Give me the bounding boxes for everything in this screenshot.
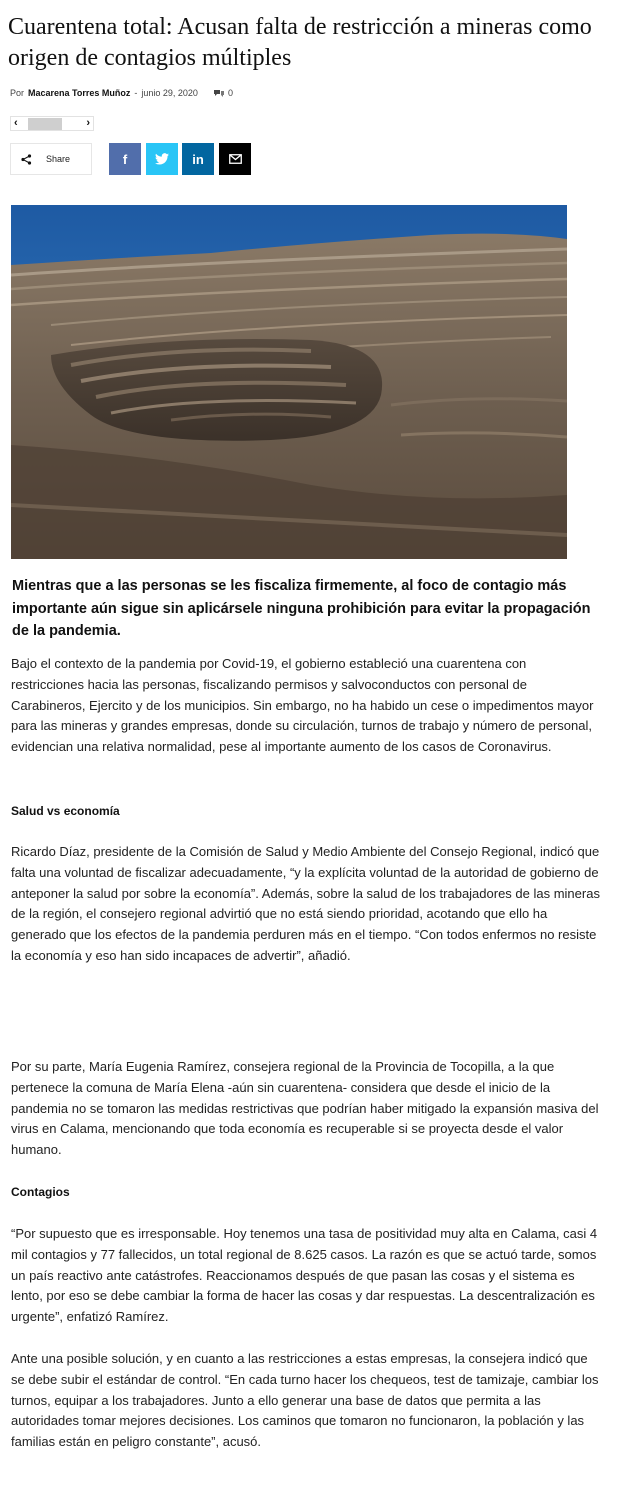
comments-link[interactable] xyxy=(214,88,233,98)
paragraph-contagios: “Por supuesto que es irresponsable. Hoy tenemos una tasa de positividad muy alta en Calama, casi 4 mil contagios y 77 fallecidos, un total regional de 8.625 casos. La razón es que se actuó tarde, somos un país reactivo ante catástrofes. Reaccionamos después de que pasan las cosas y el sistema es lento, por eso se debe cambiar la forma de hacer las cosas y dar respuestas. La descentralización es urgente”, enfatizó Ramírez. xyxy=(11,1226,598,1325)
comment-count: 0 xyxy=(227,88,233,98)
author-link[interactable]: Macarena Torres Muñoz xyxy=(28,88,131,98)
meta-separator: - xyxy=(134,88,138,98)
paragraph-intro: Bajo el contexto de la pandemia por Covid-19, el gobierno estableció una cuarentena con restricciones hacia las personas, fiscalizando permisos y salvoconductos con personal de Carabineros, Ejercito y de los municipios. Sin embargo, no ha habido un cese o impedimentos mayor para las mineras y grandes empresas, donde su circulación, turnos de trabajo y número de personal, evidencian una relativa normalidad, pese al importante aumento de los casos de Coronavirus. xyxy=(11,656,594,755)
slider-thumb[interactable] xyxy=(28,118,62,130)
facebook-icon: f xyxy=(122,151,128,167)
hero-image-open-pit-mine xyxy=(11,205,567,559)
by-label: Por xyxy=(10,88,25,98)
linkedin-icon: in xyxy=(192,151,204,167)
chevron-right-icon[interactable]: › xyxy=(86,117,90,129)
article-meta xyxy=(10,88,233,98)
publish-date: junio 29, 2020 xyxy=(141,88,198,98)
chevron-left-icon[interactable]: ‹ xyxy=(14,117,18,129)
section-heading-salud: Salud vs economía xyxy=(11,804,120,818)
mail-icon xyxy=(229,154,242,164)
twitter-icon xyxy=(155,153,169,165)
paragraph-ramirez: Por su parte, María Eugenia Ramírez, consejera regional de la Provincia de Tocopilla, a la que pertenece la comuna de María Elena -aún sin cuarentena- considera que desde el inicio de la pandemia no se tomaron las medidas restrictivas que podrían haber mitigado la expansión masiva del virus en Calama, mencionando que toda economía es recuperable si se proyecta desde el valor humano. xyxy=(11,1059,599,1158)
paragraph-solucion: Ante una posible solución, y en cuanto a las restricciones a estas empresas, la consejera indicó que se debe subir el estándar de control. “En cada turno hacer los chequeos, test de tamizaje, cambiar los turnos, equipar a los trabajadores. Junto a ello generar una base de datos que permita a las autoridades tomar mejores decisiones. Los caminos que tomaron no funcionaron, la población y las familias están en peligro constante”, acusó. xyxy=(11,1351,599,1450)
article-lead: Mientras que a las personas se les fiscaliza firmemente, al foco de contagio más importante aún sigue sin aplicársele ninguna prohibición para evitar la propagación de la pandemia. xyxy=(12,578,591,639)
facebook-share-button[interactable] xyxy=(109,143,141,175)
gallery-slider[interactable] xyxy=(10,116,94,131)
linkedin-share-button[interactable] xyxy=(182,143,214,175)
section-heading-contagios: Contagios xyxy=(11,1185,70,1199)
share-button[interactable] xyxy=(10,143,92,175)
share-icon xyxy=(21,154,32,165)
twitter-share-button[interactable] xyxy=(146,143,178,175)
paragraph-diaz: Ricardo Díaz, presidente de la Comisión de Salud y Medio Ambiente del Consejo Regional, indicó que falta una voluntad de fiscalizar adecuadamente, “y la explícita voluntad de la autoridad de gobierno de anteponer la salud por sobre la economía”. Además, sobre la salud de los trabajadores de las mineras de la región, el consejero regional advirtió que no está siendo prioridad, acotando que ello ha generado que los efectos de la pandemia perduren más en el tiempo. “Con todos enfermos no resiste la economía y eso han sido incapaces de advertir”, añadió. xyxy=(11,844,600,963)
email-share-button[interactable] xyxy=(219,143,251,175)
article-title: Cuarentena total: Acusan falta de restricción a mineras como origen de contagios múltiples xyxy=(8,14,592,71)
share-label: Share xyxy=(46,154,71,164)
comment-icon xyxy=(214,89,224,97)
